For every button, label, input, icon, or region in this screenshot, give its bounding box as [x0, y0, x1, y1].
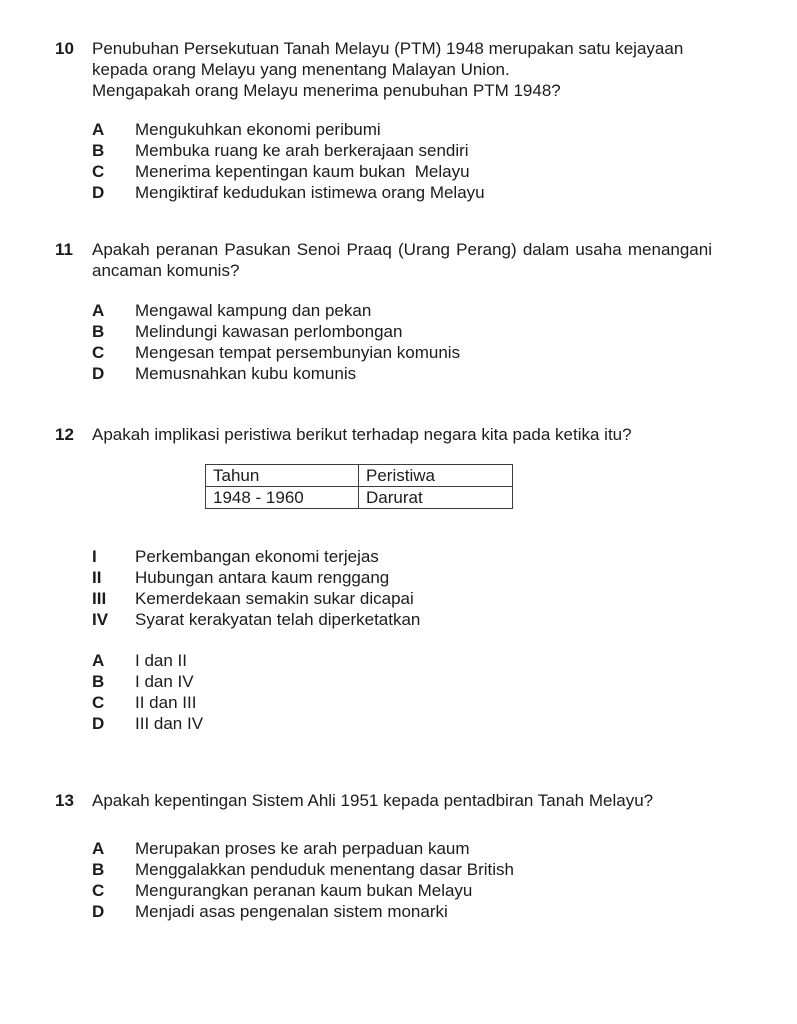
option-letter: B [92, 860, 105, 879]
statement-text: Kemerdekaan semakin sukar dicapai [135, 589, 414, 608]
table-cell-year: 1948 - 1960 [206, 487, 359, 509]
option-row [92, 119, 712, 140]
option-letter: A [92, 120, 105, 139]
option-text: I dan IV [135, 672, 194, 691]
option-text: Merupakan proses ke arah perpaduan kaum [135, 839, 470, 858]
option-text: Menerima kepentingan kaum bukan Melayu [135, 162, 470, 181]
table-header-peristiwa: Peristiwa [359, 465, 513, 487]
question-11 [55, 239, 712, 384]
options-list [92, 300, 712, 384]
option-row [92, 300, 712, 321]
option-letter: D [92, 364, 105, 383]
options-list [92, 650, 712, 734]
option-row [92, 859, 712, 880]
options-list [92, 838, 712, 922]
statement-numeral: III [92, 589, 107, 608]
option-row [92, 880, 712, 901]
option-text: Mengesan tempat persembunyian komunis [135, 343, 461, 362]
option-text: Mengawal kampung dan pekan [135, 301, 372, 320]
option-text: I dan II [135, 651, 187, 670]
option-text: Mengurangkan peranan kaum bukan Melayu [135, 881, 473, 900]
statements-list [92, 546, 712, 630]
option-text: Membuka ruang ke arah berkerajaan sendiri [135, 141, 469, 160]
option-row [92, 901, 712, 922]
table-header-tahun: Tahun [206, 465, 359, 487]
option-letter: C [92, 162, 105, 181]
question-number: 10 [55, 39, 74, 58]
option-letter: D [92, 183, 105, 202]
option-text: Melindungi kawasan perlombongan [135, 322, 403, 341]
option-letter: C [92, 343, 105, 362]
question-number: 12 [55, 425, 74, 444]
question-number: 11 [55, 240, 73, 259]
option-letter: A [92, 651, 105, 670]
option-letter: B [92, 141, 105, 160]
question-statement: Penubuhan Persekutuan Tanah Melayu (PTM) 1948 merupakan satu kejayaan kepada orang Melayu yang menentang Malayan Union. [92, 39, 684, 79]
option-text: Menggalakkan penduduk menentang dasar British [135, 860, 514, 879]
option-row [92, 838, 712, 859]
statement-numeral: I [92, 547, 97, 566]
question-13 [55, 790, 712, 922]
option-row [92, 321, 712, 342]
option-letter: A [92, 839, 105, 858]
option-letter: C [92, 881, 105, 900]
option-letter: B [92, 672, 105, 691]
option-letter: D [92, 902, 105, 921]
option-row [92, 692, 712, 713]
year-event-table [205, 464, 712, 509]
option-row [92, 182, 712, 203]
statement-row [92, 588, 712, 609]
question-prompt: Apakah implikasi peristiwa berikut terhadap negara kita pada ketika itu? [92, 425, 632, 444]
table-cell-event: Darurat [359, 487, 513, 509]
statement-numeral: II [92, 568, 102, 587]
option-letter: C [92, 693, 105, 712]
options-list [92, 119, 712, 203]
question-number: 13 [55, 791, 74, 810]
option-row [92, 671, 712, 692]
statement-row [92, 546, 712, 567]
option-letter: D [92, 714, 105, 733]
statement-row [92, 609, 712, 630]
option-letter: B [92, 322, 105, 341]
statement-text: Hubungan antara kaum renggang [135, 568, 390, 587]
question-10 [55, 38, 712, 203]
statement-text: Syarat kerakyatan telah diperketatkan [135, 610, 421, 629]
option-row [92, 161, 712, 182]
option-row [92, 363, 712, 384]
option-row [92, 140, 712, 161]
option-text: III dan IV [135, 714, 204, 733]
statement-numeral: IV [92, 610, 109, 629]
statement-text: Perkembangan ekonomi terjejas [135, 547, 379, 566]
option-row [92, 713, 712, 734]
option-letter: A [92, 301, 105, 320]
option-text: Menjadi asas pengenalan sistem monarki [135, 902, 448, 921]
option-row [92, 650, 712, 671]
question-12 [55, 424, 712, 734]
question-prompt: Mengapakah orang Melayu menerima penubuhan PTM 1948? [92, 81, 561, 100]
option-text: II dan III [135, 693, 197, 712]
option-text: Memusnahkan kubu komunis [135, 364, 357, 383]
question-prompt: Apakah peranan Pasukan Senoi Praaq (Urang Perang) dalam usaha menangani ancaman komunis? [92, 240, 712, 280]
option-text: Mengiktiraf kedudukan istimewa orang Melayu [135, 183, 485, 202]
option-text: Mengukuhkan ekonomi peribumi [135, 120, 381, 139]
statement-row [92, 567, 712, 588]
option-row [92, 342, 712, 363]
question-prompt: Apakah kepentingan Sistem Ahli 1951 kepada pentadbiran Tanah Melayu? [92, 791, 654, 810]
